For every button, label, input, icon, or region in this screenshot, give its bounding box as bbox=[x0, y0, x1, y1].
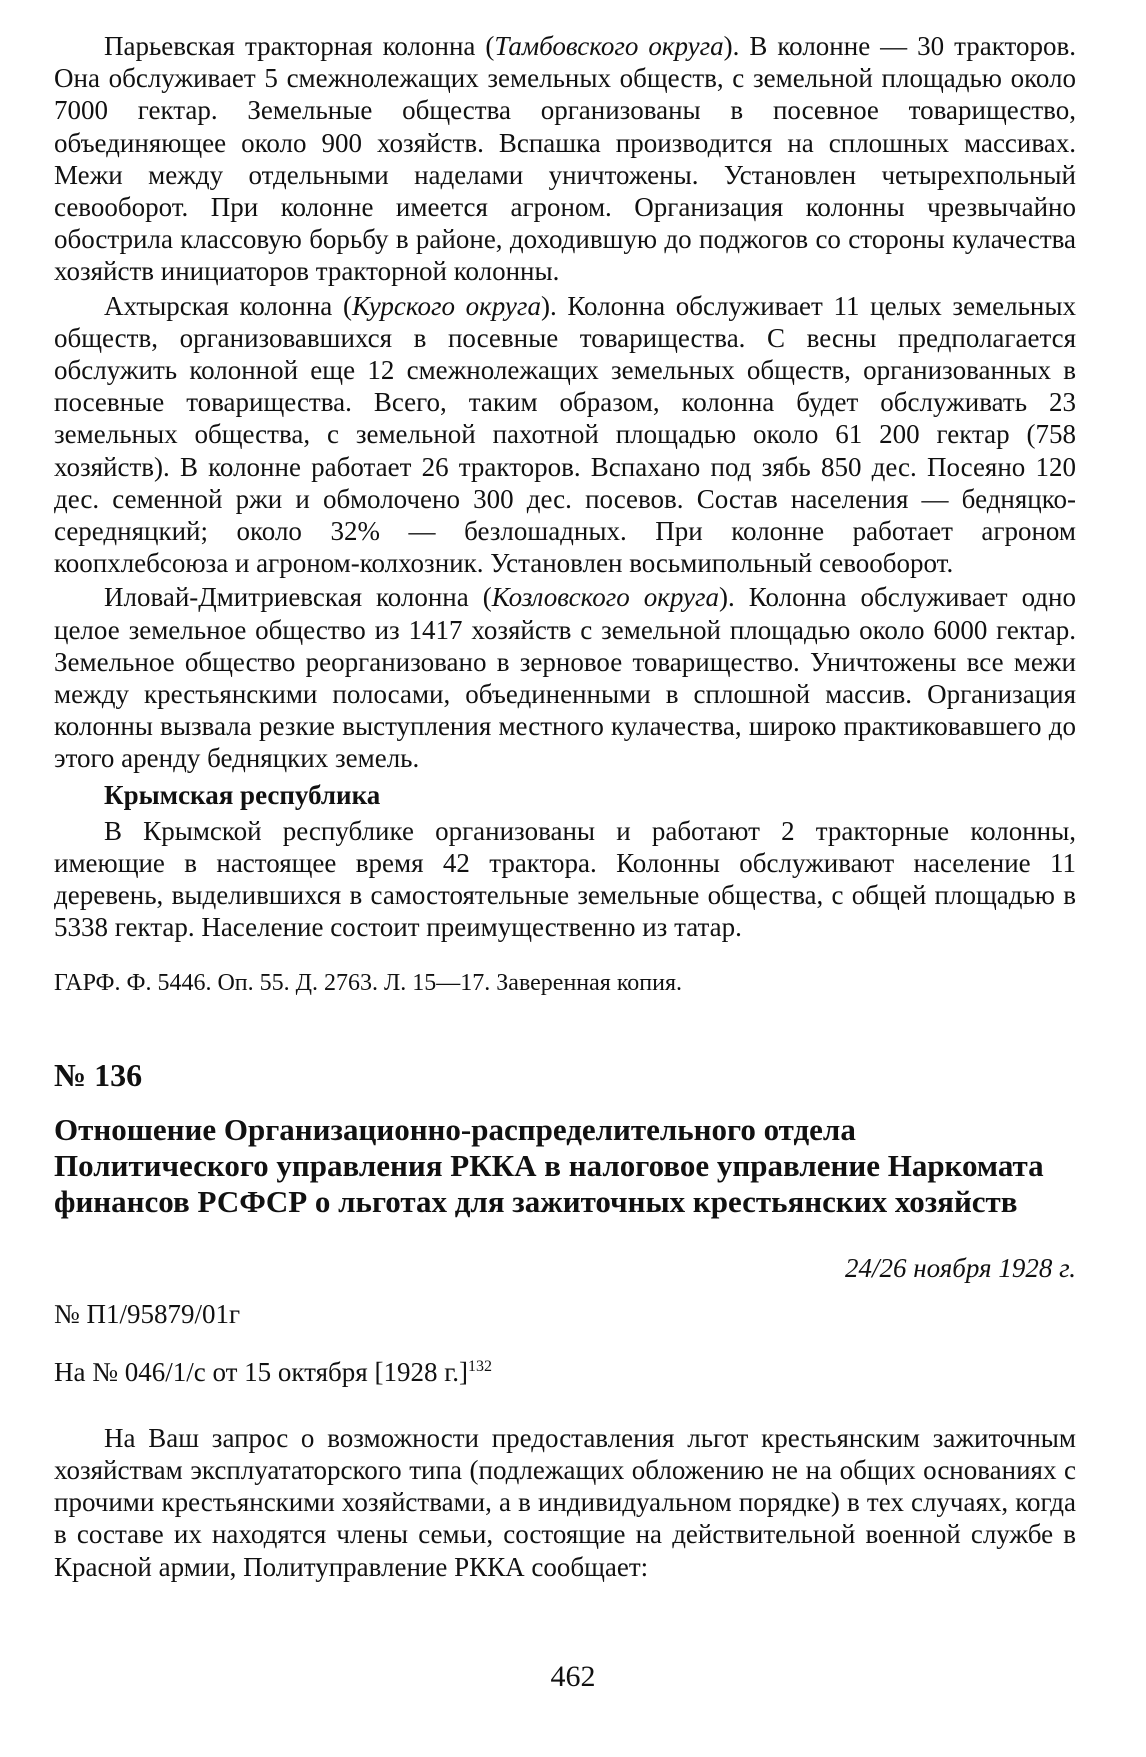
document-number: № 136 bbox=[54, 1056, 143, 1093]
paragraph-text: Иловай-Дмитриевская колонна ( bbox=[104, 582, 492, 613]
district-name: Курского округа bbox=[351, 290, 541, 321]
reference-number: № П1/95879/01г bbox=[54, 1298, 241, 1329]
document-page bbox=[54, 30, 1076, 1583]
paragraph-ilovai bbox=[54, 581, 1076, 774]
paragraph-text: ). Колонна обслуживает одно целое земельное общество из 1417 хозяйств с земельной площадью около 6000 гектар. Земельное общество реорганизовано в зерновое товарищество. Уничтожены все межи между крестьянскими полосами, объединенными в сплошной массив. Организация колонны вызвала резкие выступления местного кулачества, широко практиковавшего до этого аренду бедняцких земель. bbox=[54, 582, 1076, 774]
district-name: Козловского округа bbox=[491, 582, 720, 613]
paragraph-text: ). Колонна обслуживает 11 целых земельных обществ, организовавшихся в посевные товарищества. С весны предполагается обслужить колонной еще 12 смежнолежащих земельных обществ, организованных в посевные товарищества. Всего, таким образом, колонна будет обслуживать 23 земельных общества, с земельной пахотной площадью около 61 200 гектар (758 хозяйств). В колонне работает 26 тракторов. Вспахано под зябь 850 дес. Посеяно 120 дес. семенной ржи и обмолочено 300 дес. посевов. Состав населения — бедняцко-середняцкий; около 32% — безлошадных. При колонне работает агроном коопхлебсоюза и агроном-колхозник. Установлен восьмипольный севооборот. bbox=[54, 290, 1077, 579]
paragraph-text: Ахтырская колонна ( bbox=[104, 290, 352, 321]
footnote-marker: 132 bbox=[467, 1357, 492, 1375]
reply-reference-text: На № 046/1/с от 15 октября [1928 г.] bbox=[54, 1356, 468, 1387]
district-name: Тамбовского округа bbox=[494, 31, 724, 61]
paragraph-akhtyrskaya bbox=[54, 290, 1076, 580]
document-title: Отношение Организационно-распределительного отдела Политического управления РККА в налоговое управление Наркомата финансов РСФСР о льготах для зажиточных крестьянских хозяйств bbox=[54, 1111, 1044, 1219]
document-body: На Ваш запрос о возможности предоставления льгот крестьянским зажиточным хозяйствам эксплуататорского типа (подлежащих обложению не на общих основаниях с прочими крестьянскими хозяйствами, а в индивидуальном порядке) в тех случаях, когда в составе их находятся члены семьи, состоящие на действительной военной службе в Красной армии, Политуправление РККА сообщает: bbox=[54, 1422, 1076, 1582]
paragraph-text: ). В колонне — 30 тракторов. Она обслуживает 5 смежнолежащих земельных обществ, с земельной площадью около 7000 гектар. Земельные общества организованы в посевное товарищество, объединяющее около 900 хозяйств. Вспашка производится на сплошных массивах. Межи между отдельными наделами уничтожены. Установлен четырехпольный севооборот. При колонне имеется агроном. Организация колонны чрезвычайно обострила классовую борьбу в районе, доходившую до поджогов со стороны кулачества хозяйств инициаторов тракторной колонны. bbox=[54, 31, 1076, 287]
archive-source: ГАРФ. Ф. 5446. Оп. 55. Д. 2763. Л. 15—17. Заверенная копия. bbox=[54, 969, 682, 996]
document-date: 24/26 ноября 1928 г. bbox=[844, 1252, 1076, 1283]
section-heading-crimea: Крымская республика bbox=[104, 779, 381, 810]
paragraph-text: Парьевская тракторная колонна ( bbox=[104, 31, 495, 61]
reply-reference bbox=[54, 1356, 1076, 1388]
paragraph-crimea: В Крымской республике организованы и работают 2 тракторные колонны, имеющие в настоящее время 42 трактора. Колонны обслуживают население 11 деревень, выделившихся в самостоятельные земельные общества, с общей площадью в 5338 гектар. Население состоит преимущественно из татар. bbox=[54, 815, 1076, 943]
paragraph-parevskaya bbox=[54, 30, 1076, 288]
page-number: 462 bbox=[550, 1660, 596, 1693]
